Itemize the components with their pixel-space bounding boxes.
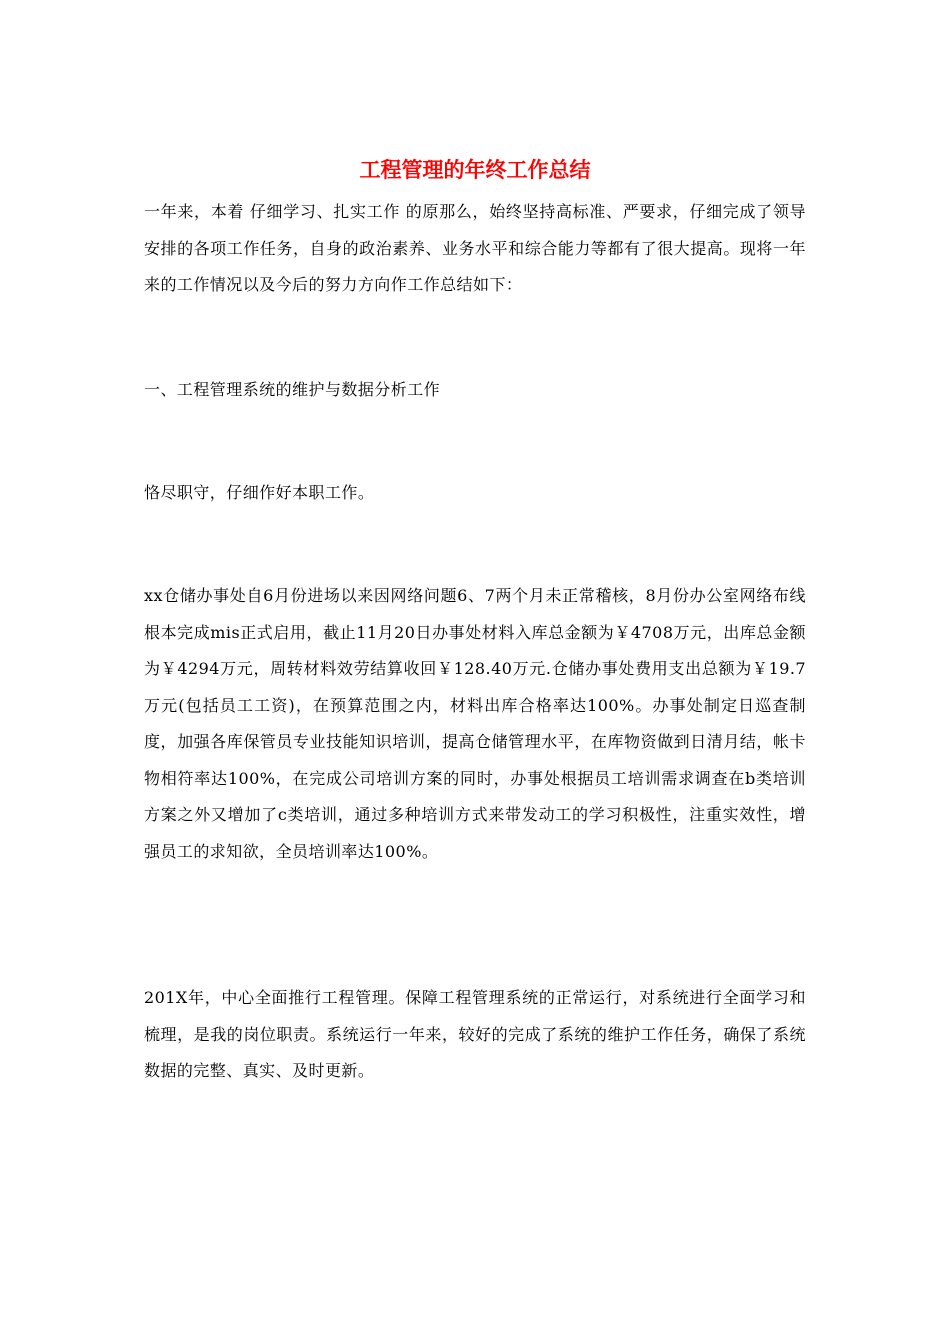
- body-paragraph: 201X年，中心全面推行工程管理。保障工程管理系统的正常运行，对系统进行全面学习和梳理，是我的岗位职责。系统运行一年来，较好的完成了系统的维护工作任务，确保了系统数据的完整、真实、及时更新。: [144, 988, 806, 1080]
- body-paragraph: xx仓储办事处自6月份进场以来因网络问题6、7两个月未正常稽核，8月份办公室网络布线根本完成mis正式启用，截止11月20日办事处材料入库总金额为￥4708万元，出库总金额为￥4294万元，周转材料效劳结算收回￥128.40万元.仓储办事处费用支出总额为￥19.7万元(包括员工工资)，在预算范围之内，材料出库合格率达100%。办事处制定日巡查制度，加强各库保管员专业技能知识培训，提高仓储管理水平，在库物资做到日清月结，帐卡物相符率达100%，在完成公司培训方案的同时，办事处根据员工培训需求调查在b类培训方案之外又增加了c类培训，通过多种培训方式来带发动工的学习积极性，注重实效性，增强员工的求知欲，全员培训率达100%。: [144, 586, 806, 861]
- document-title: 工程管理的年终工作总结: [359, 157, 591, 182]
- section-heading: 一、工程管理系统的维护与数据分析工作: [144, 380, 441, 399]
- intro-paragraph: 一年来，本着 仔细学习、扎实工作 的原那么，始终坚持高标准、严要求，仔细完成了领导安排的各项工作任务，自身的政治素养、业务水平和综合能力等都有了很大提高。现将一年来的工作情况以及今后的努力方向作工作总结如下：: [144, 202, 806, 294]
- body-paragraph: 恪尽职守，仔细作好本职工作。: [144, 483, 375, 502]
